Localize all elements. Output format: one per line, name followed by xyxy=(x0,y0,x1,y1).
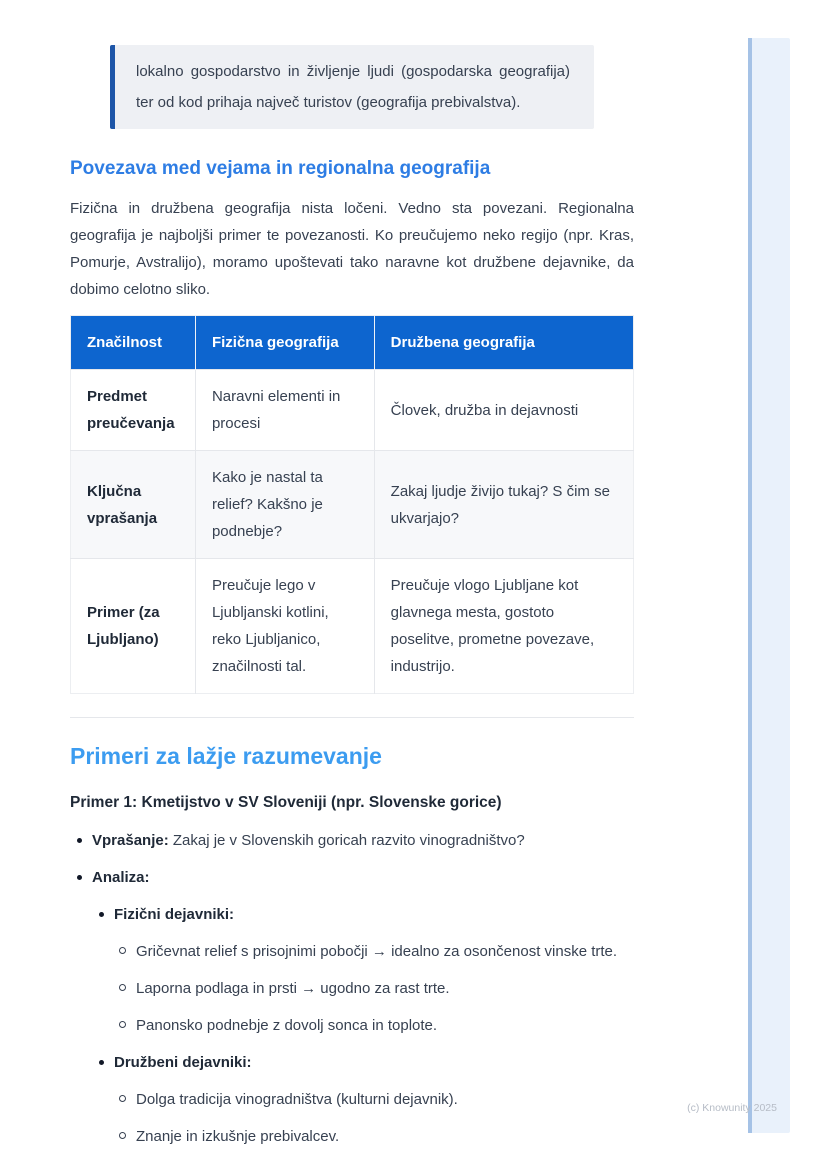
table-header-row xyxy=(71,316,634,370)
page-heading: Primeri za lažje razumevanje xyxy=(70,743,382,769)
list-item: Gričevnat relief s prisojnimi pobočji → idealno za osončenost vinske trte. xyxy=(114,938,634,965)
list-item: Panonsko podnebje z dovolj sonca in toplote. xyxy=(114,1012,634,1039)
physical-factors-item xyxy=(92,901,634,1039)
social-factors-item xyxy=(92,1049,634,1150)
table-row xyxy=(71,451,634,559)
analysis-sublist xyxy=(92,901,634,1150)
table-row xyxy=(71,559,634,694)
table-row-label: Primer (za Ljubljano) xyxy=(71,559,196,694)
table-header-cell: Značilnost xyxy=(71,316,196,370)
page-edge-bar xyxy=(752,38,790,1133)
table-cell: Zakaj ljudje živijo tukaj? S čim se ukvarjajo? xyxy=(374,451,633,559)
table-header-cell: Družbena geografija xyxy=(374,316,633,370)
section-divider xyxy=(70,717,634,718)
watermark: (c) Knowunity 2025 xyxy=(687,1102,777,1114)
table-cell: Naravni elementi in procesi xyxy=(195,370,374,451)
analysis-item xyxy=(70,864,634,1150)
question-text: Zakaj je v Slovenskih goricah razvito vinogradništvo? xyxy=(168,832,525,849)
table-header-cell: Fizična geografija xyxy=(195,316,374,370)
table-row-label: Predmet preučevanja xyxy=(71,370,196,451)
physical-factors-sublist xyxy=(114,938,634,1039)
intro-paragraph: Fizična in družbena geografija nista ločeni. Vedno sta povezani. Regionalna geografija je najboljši primer te povezanosti. Ko preučujemo neko regijo (npr. Kras, Pomurje, Avstralijo), moramo upoštevati tako naravne kot družbene dejavnike, da dobimo celotno sliko. xyxy=(70,200,634,298)
table-row xyxy=(71,370,634,451)
section-heading: Povezava med vejama in regionalna geografija xyxy=(70,158,491,179)
example-title: Primer 1: Kmetijstvo v SV Sloveniji (npr. Slovenske gorice) xyxy=(70,794,502,811)
list-item: Laporna podlaga in prsti → ugodno za rast trte. xyxy=(114,975,634,1002)
table-cell: Kako je nastal ta relief? Kakšno je podnebje? xyxy=(195,451,374,559)
callout-quote-text: lokalno gospodarstvo in življenje ljudi (gospodarska geografija) ter od kod prihaja največ turistov (geografija prebivalstva). xyxy=(136,63,570,111)
question-label: Vprašanje: xyxy=(92,832,169,849)
document-page xyxy=(70,30,634,1150)
analysis-label: Analiza: xyxy=(92,869,150,886)
comparison-table xyxy=(70,315,634,694)
example-list xyxy=(70,827,634,1150)
table-cell: Človek, družba in dejavnosti xyxy=(374,370,633,451)
table-cell: Preučuje lego v Ljubljanski kotlini, reko Ljubljanico, značilnosti tal. xyxy=(195,559,374,694)
table-row-label: Ključna vprašanja xyxy=(71,451,196,559)
social-factors-label: Družbeni dejavniki: xyxy=(114,1054,252,1071)
list-item: Znanje in izkušnje prebivalcev. xyxy=(114,1123,634,1150)
table-cell: Preučuje vlogo Ljubljane kot glavnega mesta, gostoto poselitve, prometne povezave, industrijo. xyxy=(374,559,633,694)
callout-quote xyxy=(110,45,594,129)
social-factors-sublist xyxy=(114,1086,634,1150)
list-item: Dolga tradicija vinogradništva (kulturni dejavnik). xyxy=(114,1086,634,1113)
question-item xyxy=(70,827,634,854)
physical-factors-label: Fizični dejavniki: xyxy=(114,906,235,923)
